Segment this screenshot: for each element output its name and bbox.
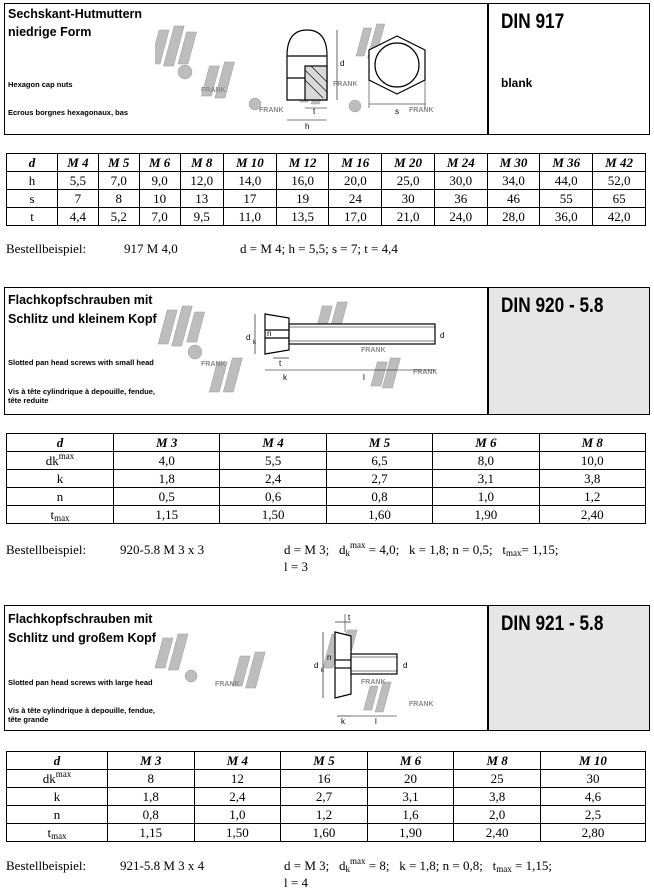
cell: 2,0 (454, 806, 541, 824)
cell: 1,2 (281, 806, 368, 824)
svg-text:FRANK: FRANK (361, 679, 386, 686)
subtitle-en: Slotted pan head screws with large head (8, 678, 153, 687)
cell: 1,60 (281, 824, 368, 842)
order-example-917 (6, 240, 646, 257)
cell: 8,0 (433, 452, 539, 470)
title-line-1: Flachkopfschrauben mit (8, 293, 153, 307)
din-number: DIN 920 - 5.8 (501, 294, 604, 317)
svg-text:FRANK: FRANK (201, 361, 226, 368)
table-row (7, 488, 646, 506)
cell: 9,0 (139, 172, 180, 190)
cell: 8 (108, 770, 195, 788)
svg-text:k: k (283, 373, 287, 382)
cell: 52,0 (593, 172, 646, 190)
header-din-917 (4, 3, 650, 135)
svg-text:t: t (279, 359, 282, 368)
din-box-920 (487, 288, 649, 414)
svg-text:FRANK: FRANK (333, 81, 358, 88)
cell: 55 (540, 190, 593, 208)
cell: 2,4 (220, 470, 326, 488)
cell: 3,1 (433, 470, 539, 488)
cell: 5,2 (98, 208, 139, 226)
subtitle-fr-line-1: Vis à tête cylindrique à depouille, fendue, (8, 706, 155, 715)
row-label: n (7, 806, 108, 824)
cell: 46 (487, 190, 540, 208)
svg-text:FRANK: FRANK (215, 681, 240, 688)
col-header: M 6 (367, 752, 454, 770)
svg-text:FRANK: FRANK (413, 369, 438, 376)
svg-text:l: l (375, 717, 377, 726)
cell: 13,5 (276, 208, 329, 226)
col-header: M 6 (139, 154, 180, 172)
cell: 24,0 (434, 208, 487, 226)
cell: 0,6 (220, 488, 326, 506)
table-header-row (7, 752, 646, 770)
order-label: Bestellbeispiel: (6, 542, 87, 557)
col-header: M 42 (593, 154, 646, 172)
cap-nut-drawing (155, 8, 455, 130)
cell: 7 (58, 190, 99, 208)
pan-screw-large-head-drawing (155, 608, 455, 726)
cell: 65 (593, 190, 646, 208)
cell: 3,8 (454, 788, 541, 806)
table-din-921 (6, 751, 646, 842)
cell: 1,15 (108, 824, 195, 842)
svg-text:n: n (267, 329, 272, 338)
subtitle-fr: Ecrous borgnes hexagonaux, bas (8, 108, 129, 117)
row-label: k (7, 470, 114, 488)
svg-text:FRANK: FRANK (259, 107, 284, 114)
cell: 20 (367, 770, 454, 788)
table-row (7, 470, 646, 488)
title-line-2: Schlitz und großem Kopf (8, 631, 156, 645)
col-header: M 4 (194, 752, 281, 770)
cell: 4,4 (58, 208, 99, 226)
finish-label: blank (501, 76, 533, 90)
cell: 4,6 (540, 788, 645, 806)
col-header: M 8 (454, 752, 541, 770)
svg-text:FRANK: FRANK (361, 347, 386, 354)
svg-text:d: d (403, 661, 408, 670)
cell: 5,5 (58, 172, 99, 190)
cell: 8 (98, 190, 139, 208)
cell: 2,80 (540, 824, 645, 842)
col-header: M 4 (58, 154, 99, 172)
table-row (7, 770, 646, 788)
cell: 14,0 (224, 172, 277, 190)
cell: 25 (454, 770, 541, 788)
col-header: d (7, 752, 108, 770)
cell: 1,8 (108, 788, 195, 806)
svg-text:k: k (321, 668, 324, 674)
cell: 5,5 (220, 452, 326, 470)
table-header-row (7, 434, 646, 452)
order-code: 920-5.8 M 3 x 3 (120, 542, 205, 557)
svg-text:d: d (314, 661, 319, 670)
cell: 3,8 (539, 470, 645, 488)
cell: 16 (281, 770, 368, 788)
table-row (7, 190, 646, 208)
table-din-917 (6, 153, 646, 226)
row-label: h (7, 172, 58, 190)
row-label: n (7, 488, 114, 506)
table-header-row (7, 154, 646, 172)
svg-text:FRANK: FRANK (201, 87, 226, 94)
header-din-921 (4, 605, 650, 731)
cell: 25,0 (382, 172, 435, 190)
cell: 1,90 (433, 506, 539, 524)
col-header: M 24 (434, 154, 487, 172)
svg-text:t: t (313, 107, 316, 116)
cell: 16,0 (276, 172, 329, 190)
din-number: DIN 917 (501, 10, 565, 33)
cell: 0,8 (326, 488, 432, 506)
header-din-920 (4, 287, 650, 415)
col-header: M 30 (487, 154, 540, 172)
col-header: M 3 (114, 434, 220, 452)
cell: 28,0 (487, 208, 540, 226)
svg-text:FRANK: FRANK (409, 107, 434, 114)
order-code: 917 M 4,0 (124, 241, 178, 256)
row-label: s (7, 190, 58, 208)
cell: 42,0 (593, 208, 646, 226)
cell: 4,0 (114, 452, 220, 470)
cell: 12,0 (180, 172, 223, 190)
cell: 9,5 (180, 208, 223, 226)
cell: 1,0 (433, 488, 539, 506)
cell: 12 (194, 770, 281, 788)
cell: 1,50 (220, 506, 326, 524)
col-header: M 10 (540, 752, 645, 770)
order-label: Bestellbeispiel: (6, 858, 87, 873)
cell: 36,0 (540, 208, 593, 226)
table-row (7, 172, 646, 190)
subtitle-fr-line-2: tête grande (8, 715, 49, 724)
col-header: M 12 (276, 154, 329, 172)
table-row (7, 824, 646, 842)
cell: 0,5 (114, 488, 220, 506)
cell: 7,0 (139, 208, 180, 226)
col-header: M 20 (382, 154, 435, 172)
table-row (7, 208, 646, 226)
svg-text:k: k (253, 340, 256, 346)
col-header: M 16 (329, 154, 382, 172)
order-spec: d = M 4; h = 5,5; s = 7; t = 4,4 (240, 241, 398, 256)
cell: 2,5 (540, 806, 645, 824)
table-row (7, 788, 646, 806)
cell: 1,2 (539, 488, 645, 506)
cell: 6,5 (326, 452, 432, 470)
cell: 30,0 (434, 172, 487, 190)
col-header: M 8 (539, 434, 645, 452)
col-header: M 36 (540, 154, 593, 172)
svg-text:l: l (363, 373, 365, 382)
cell: 1,0 (194, 806, 281, 824)
cell: 2,7 (281, 788, 368, 806)
subtitle-fr-line-2: tête reduite (8, 396, 49, 405)
cell: 2,4 (194, 788, 281, 806)
subtitle-en: Hexagon cap nuts (8, 80, 73, 89)
title-line-2: Schlitz und kleinem Kopf (8, 312, 157, 326)
cell: 2,40 (539, 506, 645, 524)
col-header: M 10 (224, 154, 277, 172)
col-header: d (7, 434, 114, 452)
row-label: $dk^{max}$ (7, 770, 108, 788)
cell: 1,90 (367, 824, 454, 842)
col-header: M 6 (433, 434, 539, 452)
col-header: M 5 (326, 434, 432, 452)
subtitle-en: Slotted pan head screws with small head (8, 358, 154, 367)
cell: 34,0 (487, 172, 540, 190)
cell: 19 (276, 190, 329, 208)
svg-text:t: t (348, 613, 351, 622)
row-label: $t_{max}$ (7, 824, 108, 842)
row-label: $dk^{max}$ (7, 452, 114, 470)
cell: 24 (329, 190, 382, 208)
cell: 2,7 (326, 470, 432, 488)
title-line-1: Sechskant-Hutmuttern (8, 7, 143, 21)
order-spec: d = M 3; $d_k^{max} = 4,0$; k = 1,8; n = 0,5; $t_{max}= 1,15$; (284, 540, 559, 558)
din-box-921 (487, 606, 649, 730)
col-header: M 4 (220, 434, 326, 452)
title-line-2: niedrige Form (8, 25, 92, 39)
cell: 11,0 (224, 208, 277, 226)
cell: 1,6 (367, 806, 454, 824)
svg-text:d: d (340, 59, 345, 68)
row-label: t (7, 208, 58, 226)
col-header: M 5 (281, 752, 368, 770)
order-example-921 (6, 857, 646, 893)
cell: 1,60 (326, 506, 432, 524)
col-header: d (7, 154, 58, 172)
svg-text:FRANK: FRANK (409, 701, 434, 708)
cell: 1,8 (114, 470, 220, 488)
cell: 0,8 (108, 806, 195, 824)
order-spec: d = M 3; $d_k^{max} = 8$; k = 1,8; n = 0,8; $t_{max} = 1,15$; (284, 856, 552, 874)
table-row (7, 506, 646, 524)
frank-logo-watermark (155, 24, 385, 112)
row-label: k (7, 788, 108, 806)
cell: 3,1 (367, 788, 454, 806)
cell: 17,0 (329, 208, 382, 226)
pan-screw-small-head-drawing (155, 296, 455, 404)
svg-text:d: d (246, 333, 251, 342)
order-length: l = 3 (284, 559, 308, 574)
svg-text:d: d (440, 331, 445, 340)
col-header: M 8 (180, 154, 223, 172)
svg-text:h: h (305, 122, 310, 130)
table-row (7, 452, 646, 470)
cell: 17 (224, 190, 277, 208)
table-row (7, 806, 646, 824)
row-label: $t_{max}$ (7, 506, 114, 524)
title-line-1: Flachkopfschrauben mit (8, 612, 153, 626)
cell: 21,0 (382, 208, 435, 226)
svg-text:k: k (341, 717, 345, 726)
cell: 13 (180, 190, 223, 208)
din-box-917 (487, 4, 649, 134)
svg-text:n: n (327, 653, 332, 662)
svg-text:s: s (395, 107, 399, 116)
cell: 1,15 (114, 506, 220, 524)
subtitle-fr-line-1: Vis à tête cylindrique à depouille, fendue, (8, 387, 155, 396)
cell: 36 (434, 190, 487, 208)
order-label: Bestellbeispiel: (6, 241, 87, 256)
cell: 10 (139, 190, 180, 208)
cell: 44,0 (540, 172, 593, 190)
din-number: DIN 921 - 5.8 (501, 612, 604, 635)
cell: 7,0 (98, 172, 139, 190)
order-example-920 (6, 541, 646, 577)
cell: 2,40 (454, 824, 541, 842)
cell: 30 (382, 190, 435, 208)
cell: 1,50 (194, 824, 281, 842)
cell: 10,0 (539, 452, 645, 470)
col-header: M 5 (98, 154, 139, 172)
table-din-920 (6, 433, 646, 524)
cell: 20,0 (329, 172, 382, 190)
cell: 30 (540, 770, 645, 788)
order-length: l = 4 (284, 875, 308, 890)
col-header: M 3 (108, 752, 195, 770)
order-code: 921-5.8 M 3 x 4 (120, 858, 205, 873)
